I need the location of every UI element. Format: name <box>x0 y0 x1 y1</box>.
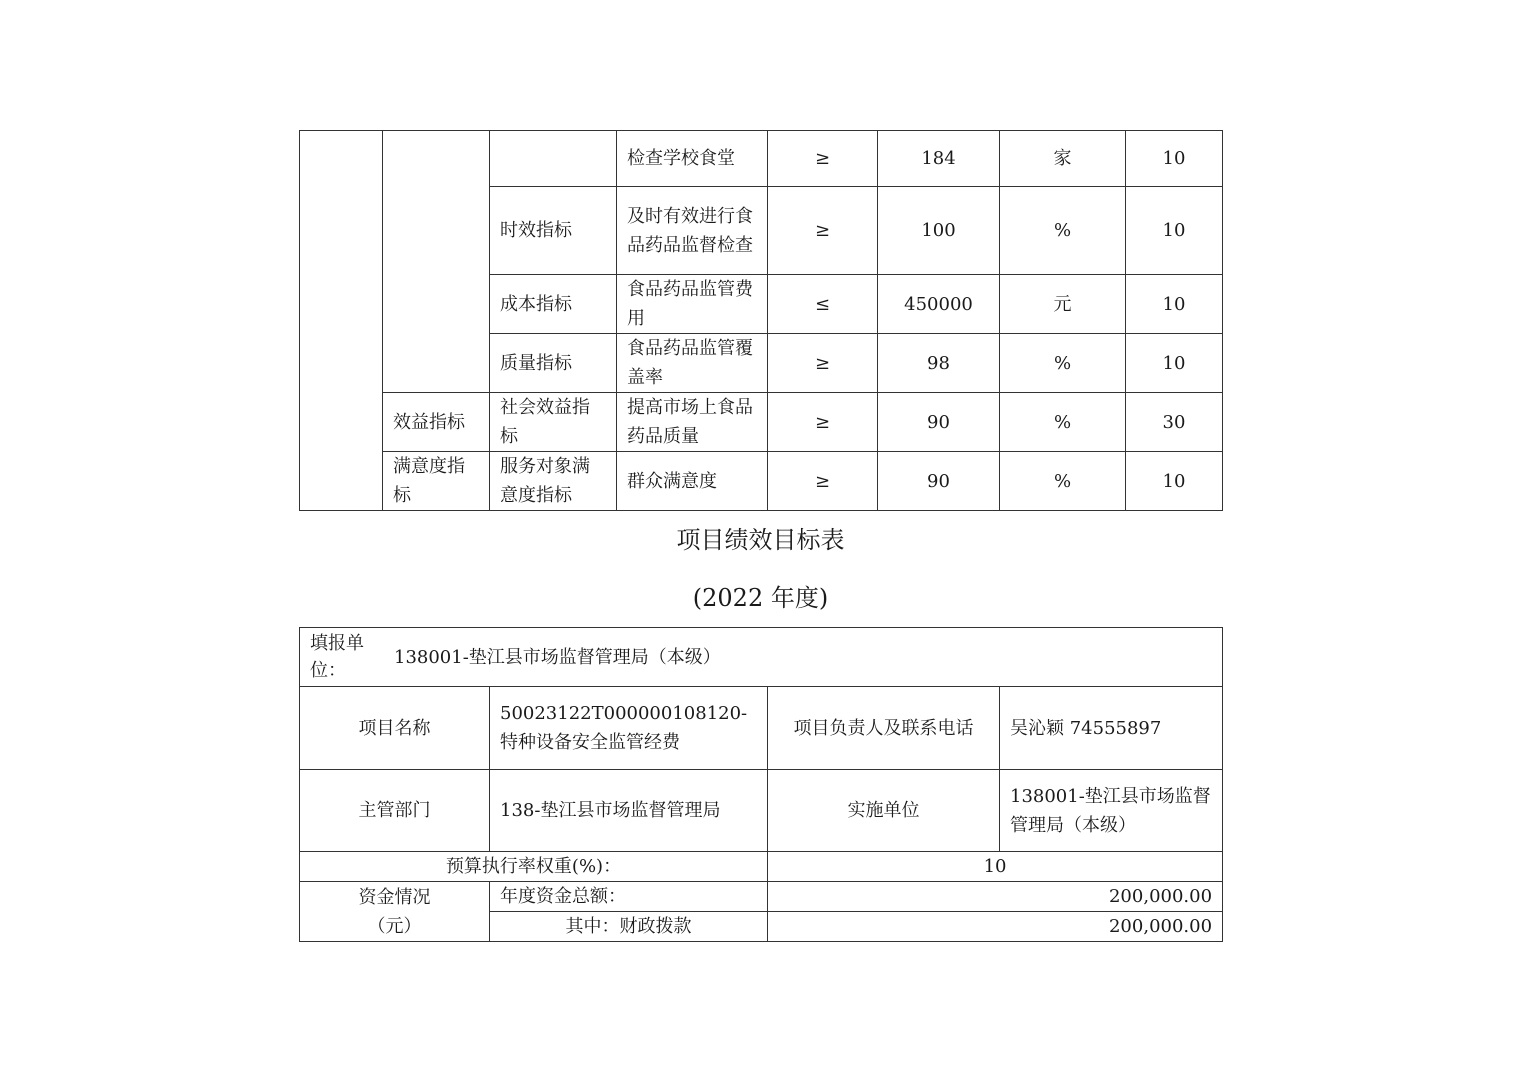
operator-cell: ≥ <box>768 131 878 187</box>
annual-total-label: 年度资金总额： <box>490 882 768 912</box>
unit-cell: % <box>1000 393 1126 452</box>
table-row <box>300 770 1223 852</box>
impl-unit-value: 138001-垫江县市场监督管理局（本级） <box>1000 770 1223 852</box>
impl-unit-label: 实施单位 <box>768 770 1000 852</box>
unit-cell: % <box>1000 452 1126 511</box>
level4-cell: 食品药品监管费用 <box>617 275 768 334</box>
level2-cell <box>383 131 490 393</box>
unit-cell: % <box>1000 187 1126 275</box>
level2-cell: 满意度指标 <box>383 452 490 511</box>
level1-cell <box>300 131 383 511</box>
level3-cell: 质量指标 <box>490 334 617 393</box>
annual-total-value: 200,000.00 <box>768 882 1223 912</box>
table-row <box>300 131 1223 187</box>
level3-cell: 社会效益指标 <box>490 393 617 452</box>
operator-cell: ≥ <box>768 334 878 393</box>
score-cell: 10 <box>1126 187 1223 275</box>
contact-label: 项目负责人及联系电话 <box>768 687 1000 770</box>
level4-cell: 群众满意度 <box>617 452 768 511</box>
page-subtitle: (2022 年度) <box>692 584 829 612</box>
level2-cell: 效益指标 <box>383 393 490 452</box>
table-row <box>300 452 1223 511</box>
fill-unit-label: 填报单位： <box>310 633 364 681</box>
level3-cell: 成本指标 <box>490 275 617 334</box>
unit-cell: % <box>1000 334 1126 393</box>
table-row <box>300 852 1223 882</box>
operator-cell: ≤ <box>768 275 878 334</box>
project-name-value: 50023122T000000108120-特种设备安全监管经费 <box>490 687 768 770</box>
target-value-cell: 90 <box>878 452 1000 511</box>
score-cell: 30 <box>1126 393 1223 452</box>
score-cell: 10 <box>1126 275 1223 334</box>
target-value-cell: 184 <box>878 131 1000 187</box>
fiscal-allocation-label: 其中：财政拨款 <box>490 912 768 942</box>
budget-weight-label: 预算执行率权重(%)： <box>300 852 768 882</box>
operator-cell: ≥ <box>768 393 878 452</box>
fill-unit-value: 138001-垫江县市场监督管理局（本级） <box>394 646 721 668</box>
dept-label: 主管部门 <box>300 770 490 852</box>
level4-cell: 及时有效进行食品药品监督检查 <box>617 187 768 275</box>
project-info-table <box>299 627 1223 942</box>
level3-cell: 服务对象满意度指标 <box>490 452 617 511</box>
unit-cell: 元 <box>1000 275 1126 334</box>
page-title: 项目绩效目标表 <box>676 526 845 554</box>
contact-value: 吴沁颖 74555897 <box>1000 687 1223 770</box>
performance-indicator-table <box>299 130 1223 511</box>
operator-cell: ≥ <box>768 452 878 511</box>
fiscal-allocation-value: 200,000.00 <box>768 912 1223 942</box>
level4-cell: 提高市场上食品药品质量 <box>617 393 768 452</box>
score-cell: 10 <box>1126 334 1223 393</box>
funds-label: 资金情况（元） <box>300 882 490 942</box>
score-cell: 10 <box>1126 131 1223 187</box>
project-name-label: 项目名称 <box>300 687 490 770</box>
unit-cell: 家 <box>1000 131 1126 187</box>
table-row <box>300 882 1223 912</box>
level3-cell <box>490 131 617 187</box>
target-value-cell: 100 <box>878 187 1000 275</box>
target-value-cell: 90 <box>878 393 1000 452</box>
table-row <box>300 628 1223 687</box>
score-cell: 10 <box>1126 452 1223 511</box>
target-value-cell: 450000 <box>878 275 1000 334</box>
table-row <box>300 393 1223 452</box>
level4-cell: 食品药品监管覆盖率 <box>617 334 768 393</box>
fill-unit-cell <box>300 628 1223 687</box>
budget-weight-value: 10 <box>768 852 1223 882</box>
operator-cell: ≥ <box>768 187 878 275</box>
level3-cell: 时效指标 <box>490 187 617 275</box>
level4-cell: 检查学校食堂 <box>617 131 768 187</box>
dept-value: 138-垫江县市场监督管理局 <box>490 770 768 852</box>
target-value-cell: 98 <box>878 334 1000 393</box>
table-row <box>300 687 1223 770</box>
